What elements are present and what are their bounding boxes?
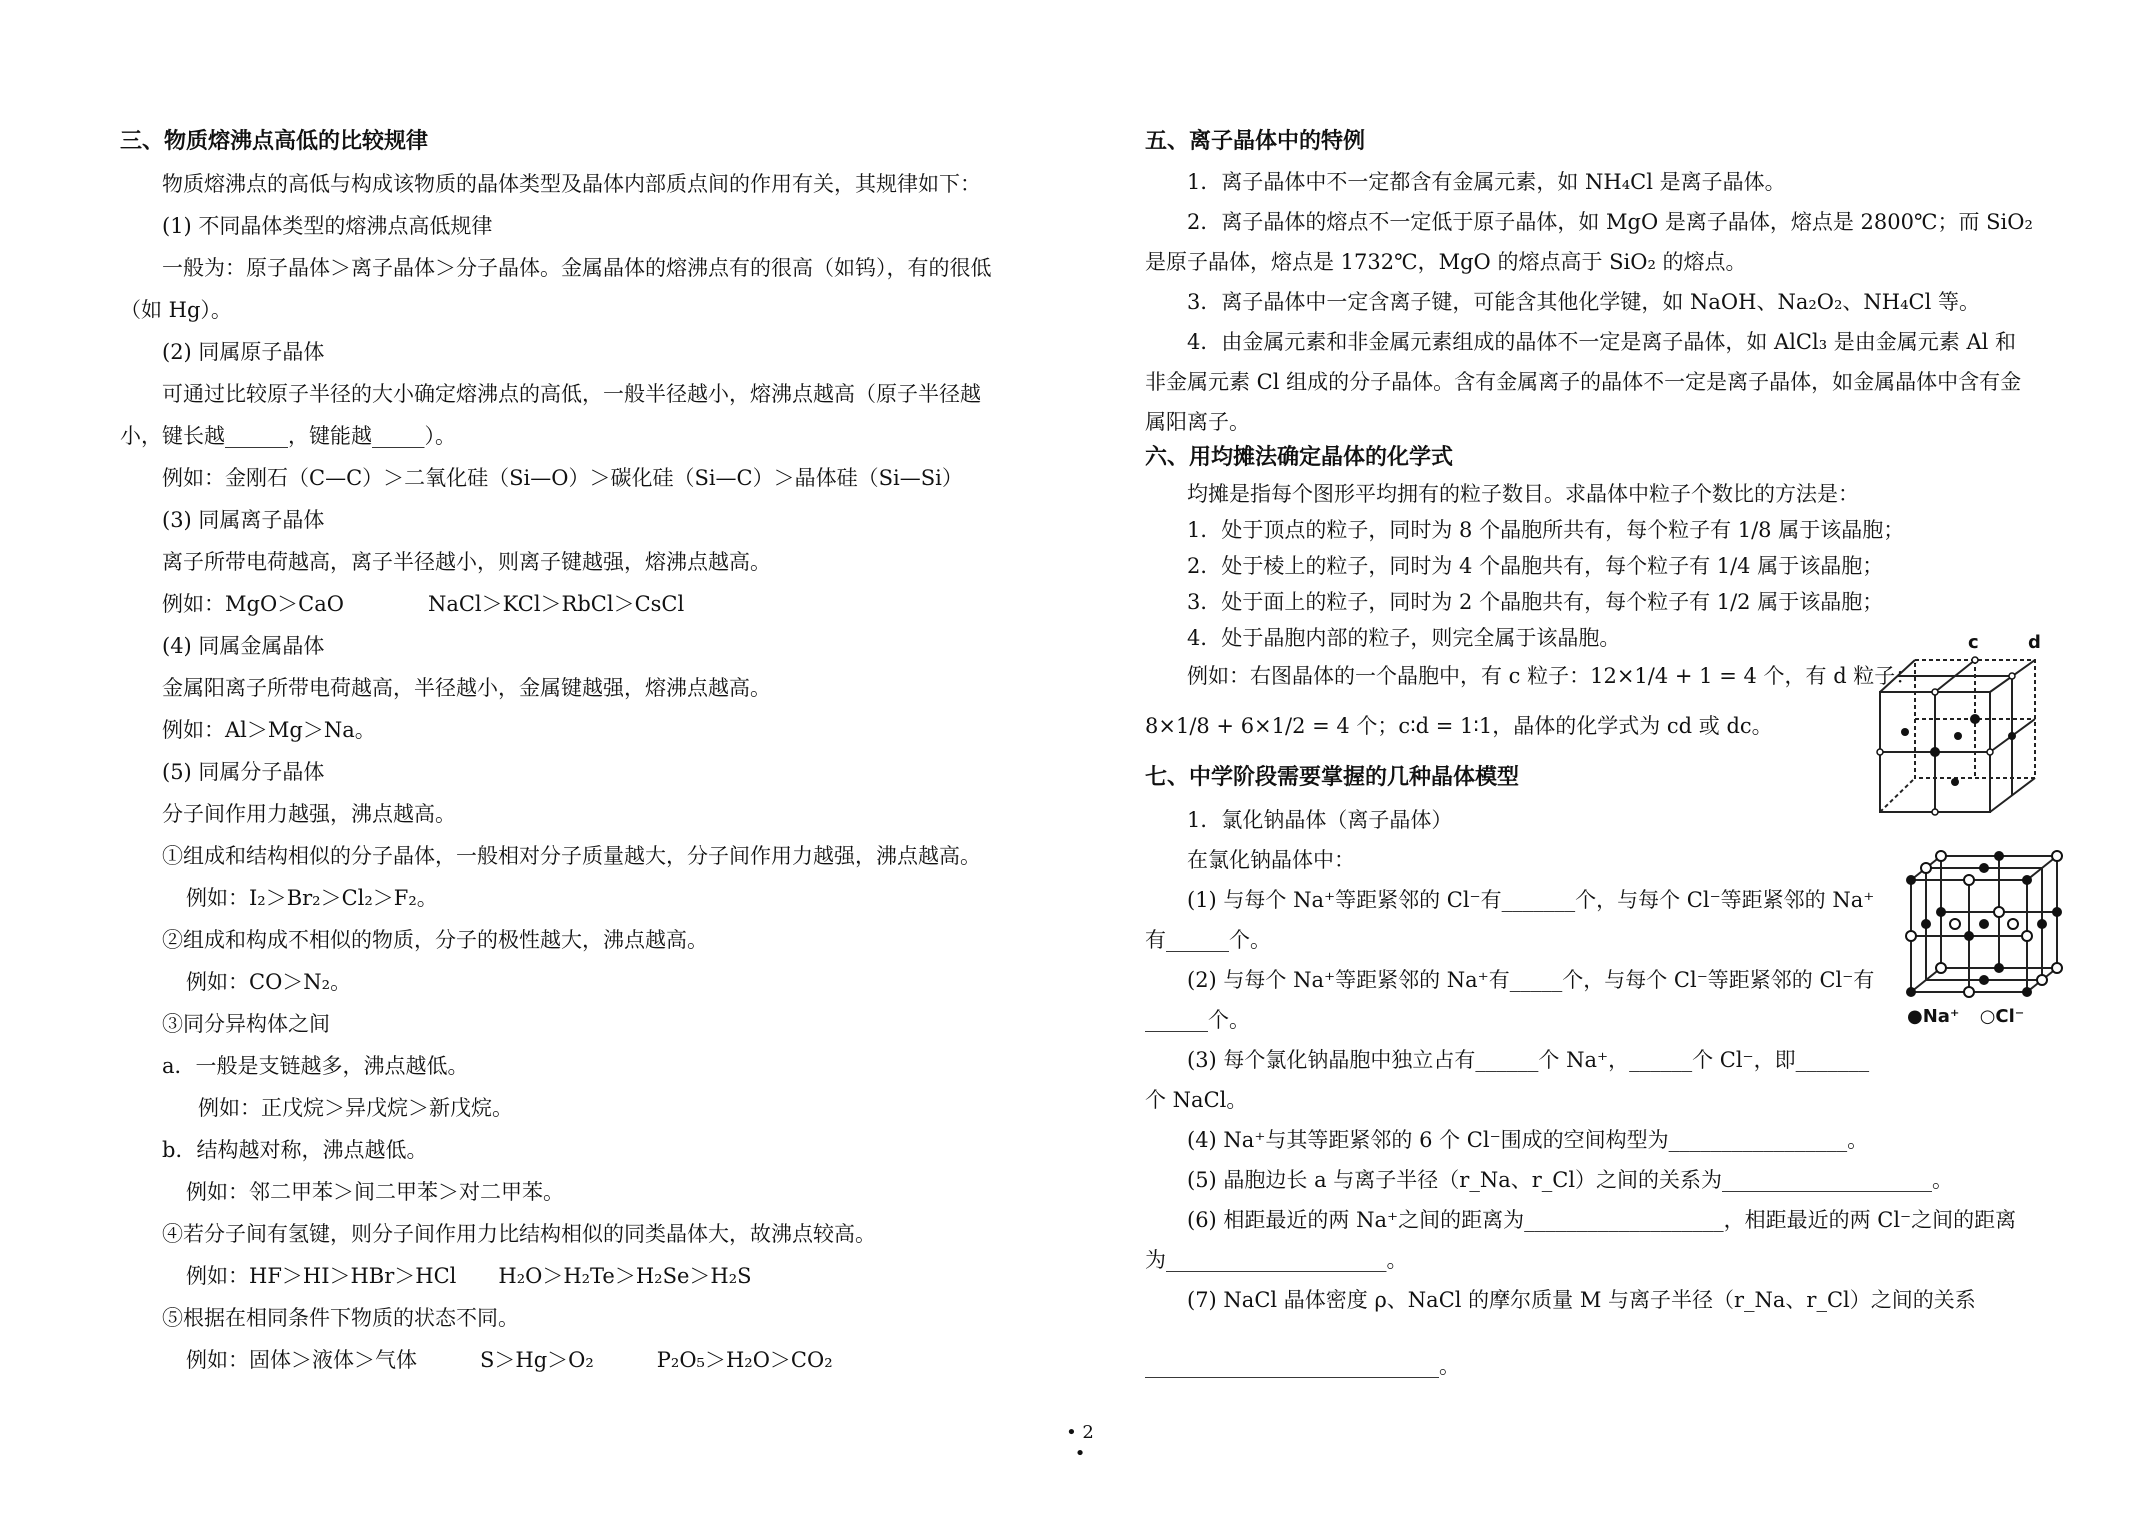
label-c: c xyxy=(1968,632,1979,653)
text-line: 3．离子晶体中一定含离子键，可能含其他化学键，如 NaOH、Na₂O₂、NH₄Cl 等。 xyxy=(1187,290,1980,314)
label-d: d xyxy=(2028,632,2041,653)
text-line: b．结构越对称，沸点越低。 xyxy=(162,1138,428,1162)
text-line: 属阳离子。 xyxy=(1145,410,1250,434)
text-line: ⑤根据在相同条件下物质的状态不同。 xyxy=(162,1306,519,1330)
text-line: 均摊是指每个图形平均拥有的粒子数目。求晶体中粒子个数比的方法是： xyxy=(1187,482,1859,506)
text-line: 1．处于顶点的粒子，同时为 8 个晶胞所共有，每个粒子有 1/8 属于该晶胞； xyxy=(1187,518,1905,542)
text-line: 是原子晶体，熔点是 1732℃，MgO 的熔点高于 SiO₂ 的熔点。 xyxy=(1145,250,1747,274)
text-line: 分子间作用力越强，沸点越高。 xyxy=(162,802,456,826)
text-line: 可通过比较原子半径的大小确定熔沸点的高低，一般半径越小，熔沸点越高（原子半径越 xyxy=(162,382,981,406)
text-line: ②组成和构成不相似的物质，分子的极性越大，沸点越高。 xyxy=(162,928,708,952)
text-line: 个 NaCl。 xyxy=(1145,1088,1248,1112)
nacl-legend xyxy=(1907,1006,2024,1027)
text-line: (3) 同属离子晶体 xyxy=(162,508,325,532)
cd-crystal-figure xyxy=(1870,632,2050,832)
text-line: 例如：固体＞液体＞气体 S＞Hg＞O₂ P₂O₅＞H₂O＞CO₂ xyxy=(186,1348,833,1372)
text-line: 小，键长越______，键能越_____）。 xyxy=(120,424,456,448)
legend-cl: ○Cl⁻ xyxy=(1979,1006,2025,1027)
text-line: (2) 与每个 Na⁺等距紧邻的 Na⁺有_____个，与每个 Cl⁻等距紧邻的 Cl⁻有 xyxy=(1187,968,1875,992)
cd-crystal-diagram xyxy=(1870,632,2050,832)
text-line: ③同分异构体之间 xyxy=(162,1012,330,1036)
text-line: 例如：Al＞Mg＞Na。 xyxy=(162,718,376,742)
text-line: 金属阳离子所带电荷越高，半径越小，金属键越强，熔沸点越高。 xyxy=(162,676,771,700)
text-line: 非金属元素 Cl 组成的分子晶体。含有金属离子的晶体不一定是离子晶体，如金属晶体中含有金 xyxy=(1145,370,2022,394)
text-line: (3) 每个氯化钠晶胞中独立占有______个 Na⁺，______个 Cl⁻，即_______ xyxy=(1187,1048,1870,1072)
text-line: a．一般是支链越多，沸点越低。 xyxy=(162,1054,469,1078)
text-line: 2．处于棱上的粒子，同时为 4 个晶胞共有，每个粒子有 1/4 属于该晶胞； xyxy=(1187,554,1884,578)
text-line: 在氯化钠晶体中： xyxy=(1187,848,1355,872)
section-6-heading: 六、用均摊法确定晶体的化学式 xyxy=(1145,445,1454,470)
text-line: 为_____________________。 xyxy=(1145,1248,1408,1272)
text-line: 2．离子晶体的熔点不一定低于原子晶体，如 MgO 是离子晶体，熔点是 2800℃；而 SiO₂ xyxy=(1187,210,2033,234)
text-line: (4) 同属金属晶体 xyxy=(162,634,325,658)
text-line: 4．由金属元素和非金属元素组成的晶体不一定是离子晶体，如 AlCl₃ 是由金属元素 Al 和 xyxy=(1187,330,2017,354)
section-3-heading: 三、物质熔沸点高低的比较规律 xyxy=(120,129,429,154)
text-line: 有______个。 xyxy=(1145,928,1271,952)
legend-na: ●Na⁺ xyxy=(1907,1006,1960,1027)
section-7-heading: 七、中学阶段需要掌握的几种晶体模型 xyxy=(1145,765,1520,790)
text-line: ④若分子间有氢键，则分子间作用力比结构相似的同类晶体大，故沸点较高。 xyxy=(162,1222,876,1246)
text-line: 例如：CO＞N₂。 xyxy=(186,970,352,994)
text-line: 4．处于晶胞内部的粒子，则完全属于该晶胞。 xyxy=(1187,626,1621,650)
text-line: ①组成和结构相似的分子晶体，一般相对分子质量越大，分子间作用力越强，沸点越高。 xyxy=(162,844,981,868)
text-line: ____________________________。 xyxy=(1145,1354,1460,1378)
text-line: (5) 晶胞边长 a 与离子半径（r_Na、r_Cl）之间的关系为____________________。 xyxy=(1187,1168,1954,1192)
text-line: 例如：HF＞HI＞HBr＞HCl H₂O＞H₂Te＞H₂Se＞H₂S xyxy=(186,1264,752,1288)
text-line: 物质熔沸点的高低与构成该物质的晶体类型及晶体内部质点间的作用有关，其规律如下： xyxy=(162,172,981,196)
text-line: 3．处于面上的粒子，同时为 2 个晶胞共有，每个粒子有 1/2 属于该晶胞； xyxy=(1187,590,1884,614)
text-line: ______个。 xyxy=(1145,1008,1250,1032)
nacl-crystal-figure xyxy=(1905,850,2065,1030)
text-line: (1) 不同晶体类型的熔沸点高低规律 xyxy=(162,214,493,238)
text-line: 例如：金刚石（C—C）＞二氧化硅（Si—O）＞碳化硅（Si—C）＞晶体硅（Si—Si） xyxy=(162,466,963,490)
text-line: 离子所带电荷越高，离子半径越小，则离子键越强，熔沸点越高。 xyxy=(162,550,771,574)
text-line: 例如：右图晶体的一个晶胞中，有 c 粒子：12×1/4 + 1 = 4 个，有 d 粒子： xyxy=(1187,664,1917,688)
text-line: (2) 同属原子晶体 xyxy=(162,340,325,364)
text-line: 1．离子晶体中不一定都含有金属元素，如 NH₄Cl 是离子晶体。 xyxy=(1187,170,1786,194)
text-line: (5) 同属分子晶体 xyxy=(162,760,325,784)
text-line: 例如：I₂＞Br₂＞Cl₂＞F₂。 xyxy=(186,886,438,910)
text-line: 例如：MgO＞CaO NaCl＞KCl＞RbCl＞CsCl xyxy=(162,592,685,616)
section-5-heading: 五、离子晶体中的特例 xyxy=(1145,129,1366,154)
text-line: 1．氯化钠晶体（离子晶体） xyxy=(1187,808,1453,832)
text-line: (7) NaCl 晶体密度 ρ、NaCl 的摩尔质量 M 与离子半径（r_Na、r_Cl）之间的关系 xyxy=(1187,1288,1976,1312)
text-line: 一般为：原子晶体＞离子晶体＞分子晶体。金属晶体的熔沸点有的很高（如钨），有的很低 xyxy=(162,256,992,280)
text-line: （如 Hg）。 xyxy=(120,298,232,322)
text-line: (1) 与每个 Na⁺等距紧邻的 Cl⁻有_______个，与每个 Cl⁻等距紧邻的 Na⁺ xyxy=(1187,888,1875,912)
text-line: (4) Na⁺与其等距紧邻的 6 个 Cl⁻围成的空间构型为_________________。 xyxy=(1187,1128,1869,1152)
page-number: • 2 • xyxy=(1066,1422,1094,1464)
text-line: 8×1/8 + 6×1/2 = 4 个；c∶d = 1∶1，晶体的化学式为 cd 或 dc。 xyxy=(1145,714,1773,738)
text-line: 例如：邻二甲苯＞间二甲苯＞对二甲苯。 xyxy=(186,1180,564,1204)
nacl-crystal-diagram xyxy=(1905,850,2065,1000)
text-line: (6) 相距最近的两 Na⁺之间的距离为___________________，相距最近的两 Cl⁻之间的距离 xyxy=(1187,1208,2017,1232)
text-line: 例如：正戊烷＞异戊烷＞新戊烷。 xyxy=(198,1096,513,1120)
